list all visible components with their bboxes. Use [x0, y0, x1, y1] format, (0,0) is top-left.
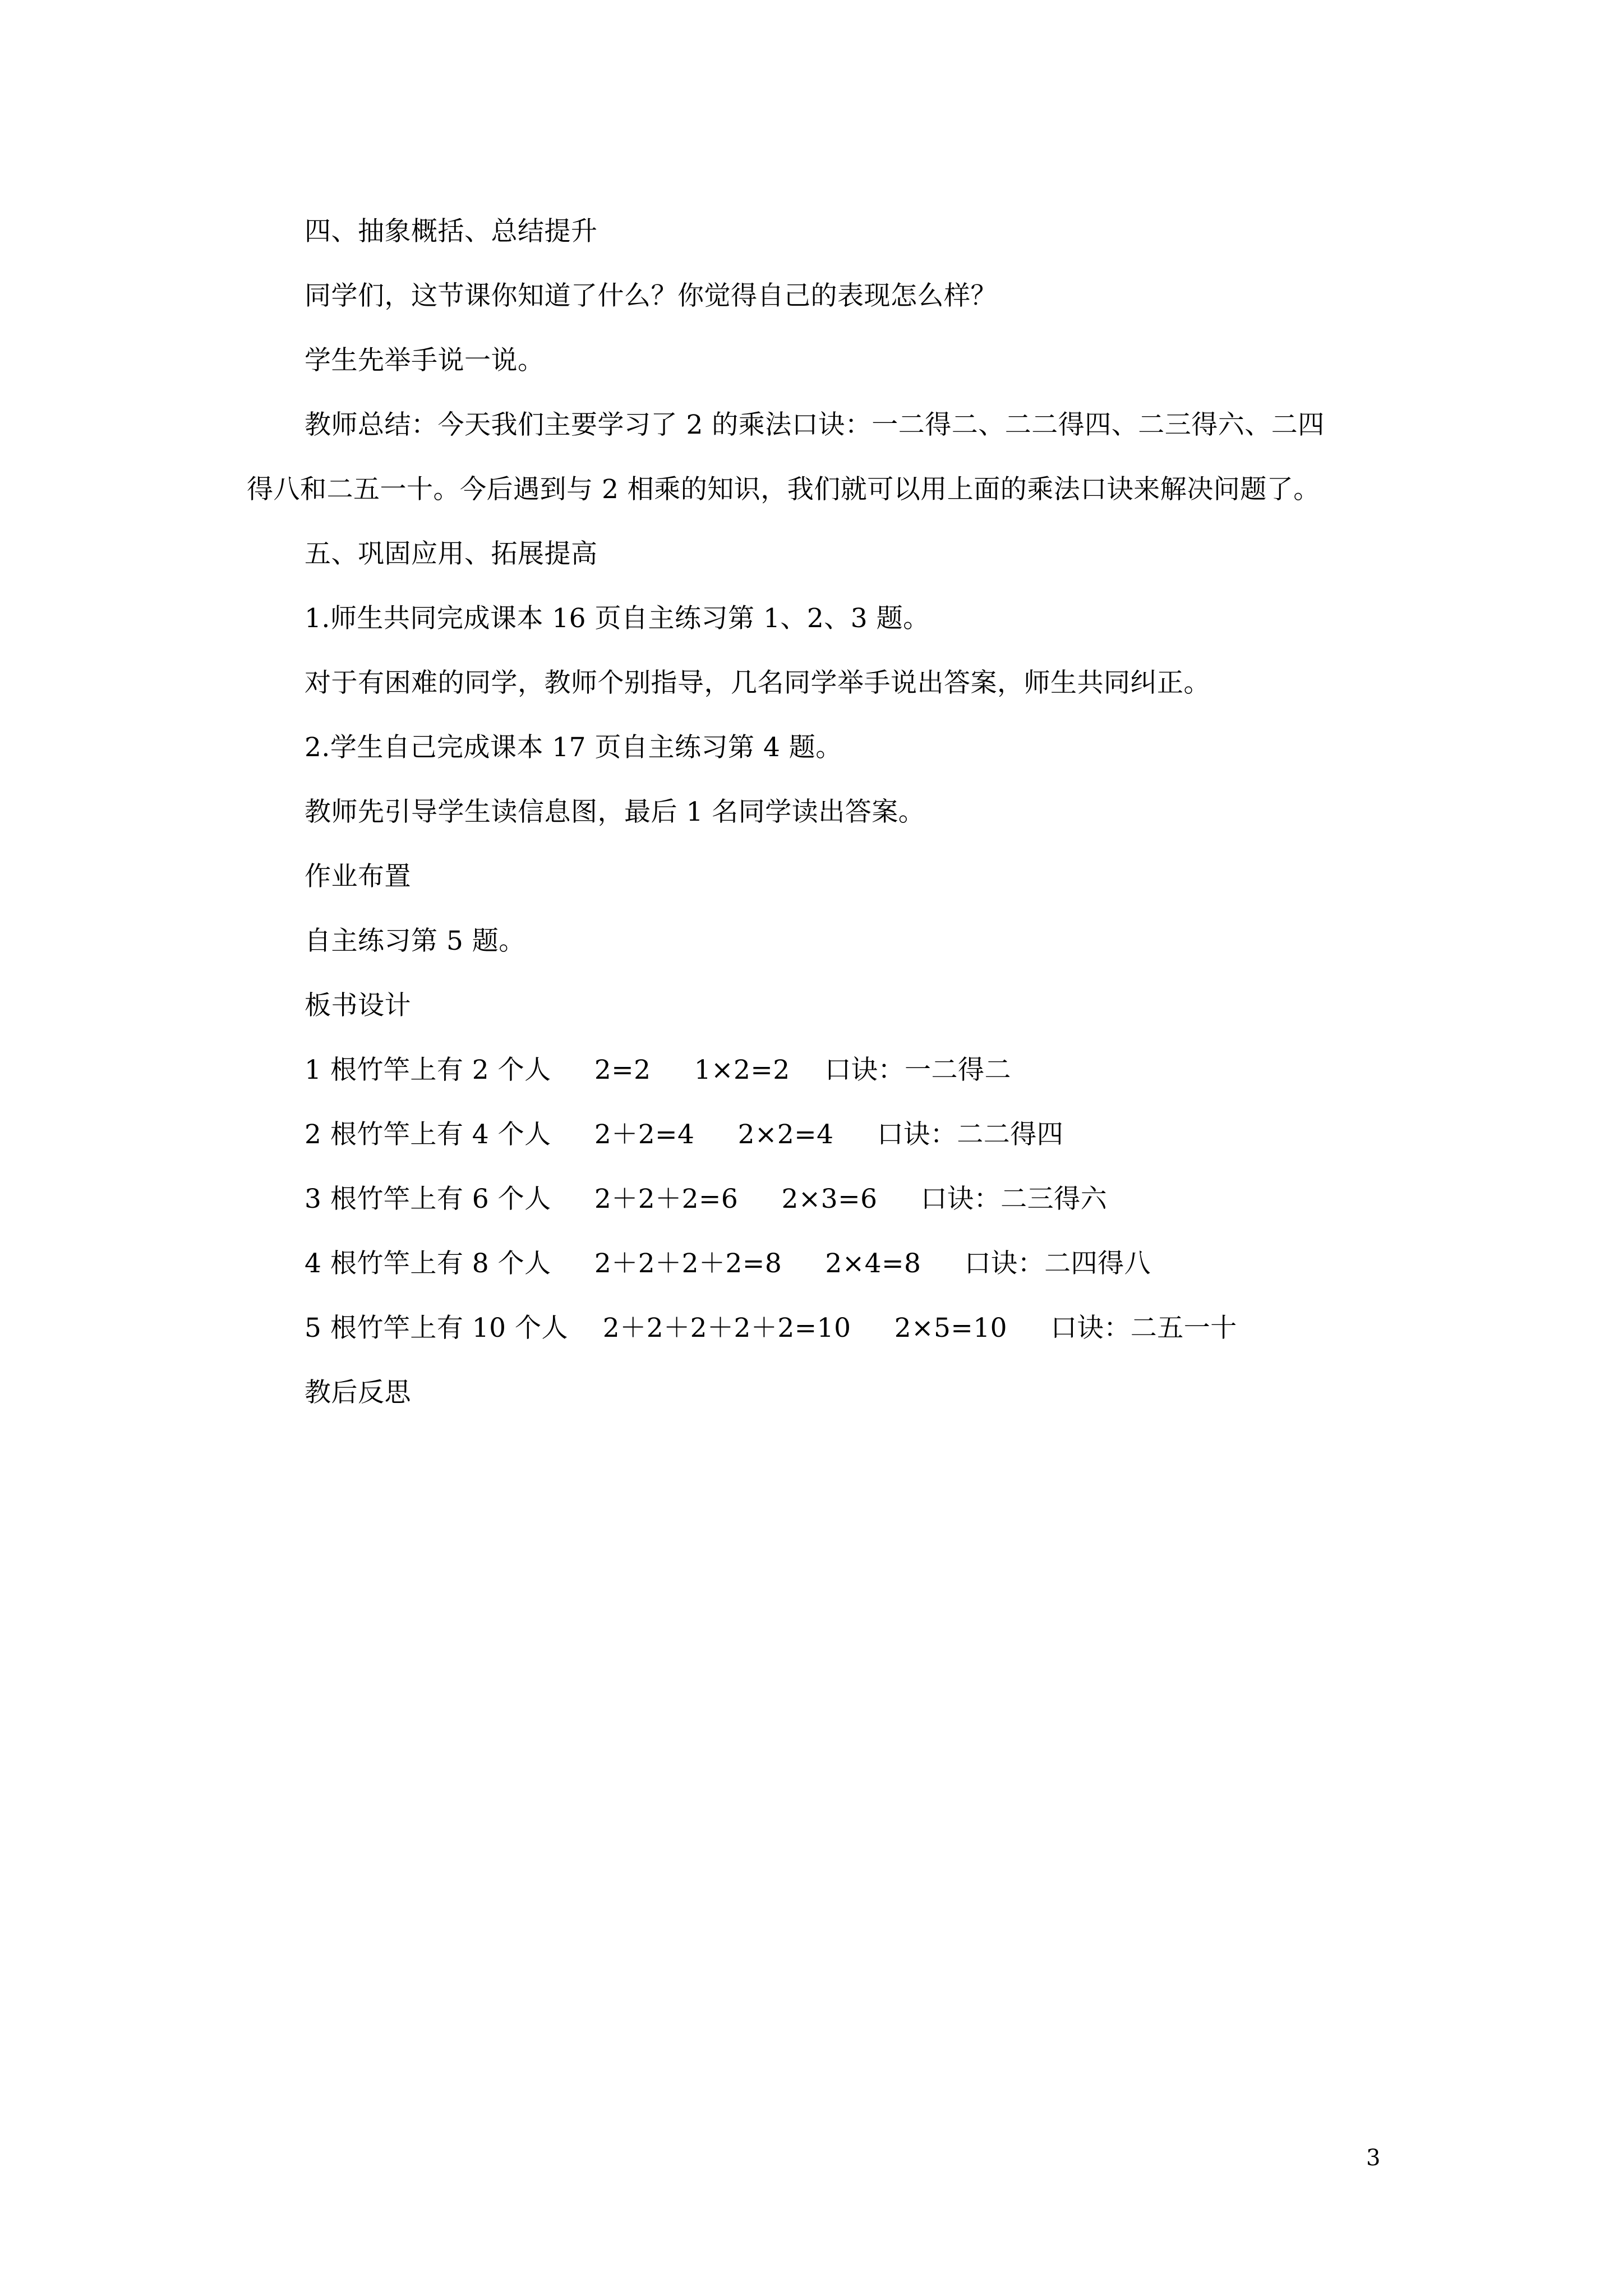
section-heading-board-design: 板书设计: [305, 990, 411, 1021]
board-line: 2 根竹竿上有 4 个人 2＋2=4 2×2=4 口诀：二二得四: [305, 1119, 1064, 1150]
paragraph: 2.学生自己完成课本 17 页自主练习第 4 题。: [305, 732, 842, 763]
section-heading-practice: 五、巩固应用、拓展提高: [305, 539, 598, 569]
section-heading-homework: 作业布置: [305, 861, 411, 892]
paragraph: 1.师生共同完成课本 16 页自主练习第 1、2、3 题。: [305, 603, 930, 634]
paragraph: 教师总结：今天我们主要学习了 2 的乘法口诀：一二得二、二二得四、二三得六、二四: [305, 409, 1325, 440]
page-number: 3: [1366, 2145, 1381, 2171]
paragraph: 学生先举手说一说。: [305, 345, 545, 376]
paragraph: 教师先引导学生读信息图，最后 1 名同学读出答案。: [305, 797, 925, 827]
paragraph: 对于有困难的同学，教师个别指导，几名同学举手说出答案，师生共同纠正。: [305, 668, 1210, 698]
section-heading-reflection: 教后反思: [305, 1377, 411, 1408]
board-line: 4 根竹竿上有 8 个人 2＋2＋2＋2=8 2×4=8 口诀：二四得八: [305, 1248, 1151, 1279]
section-heading-summary: 四、抽象概括、总结提升: [305, 216, 598, 247]
paragraph: 同学们，这节课你知道了什么？你觉得自己的表现怎么样？: [305, 280, 997, 311]
board-line: 1 根竹竿上有 2 个人 2=2 1×2=2 口诀：一二得二: [305, 1055, 1011, 1085]
board-line: 5 根竹竿上有 10 个人 2＋2＋2＋2＋2=10 2×5=10 口诀：二五一十: [305, 1313, 1237, 1343]
paragraph: 自主练习第 5 题。: [305, 926, 525, 956]
board-line: 3 根竹竿上有 6 个人 2＋2＋2=6 2×3=6 口诀：二三得六: [305, 1184, 1108, 1214]
paragraph-continuation: 得八和二五一十。今后遇到与 2 相乘的知识，我们就可以用上面的乘法口诀来解决问题了。: [247, 474, 1320, 505]
